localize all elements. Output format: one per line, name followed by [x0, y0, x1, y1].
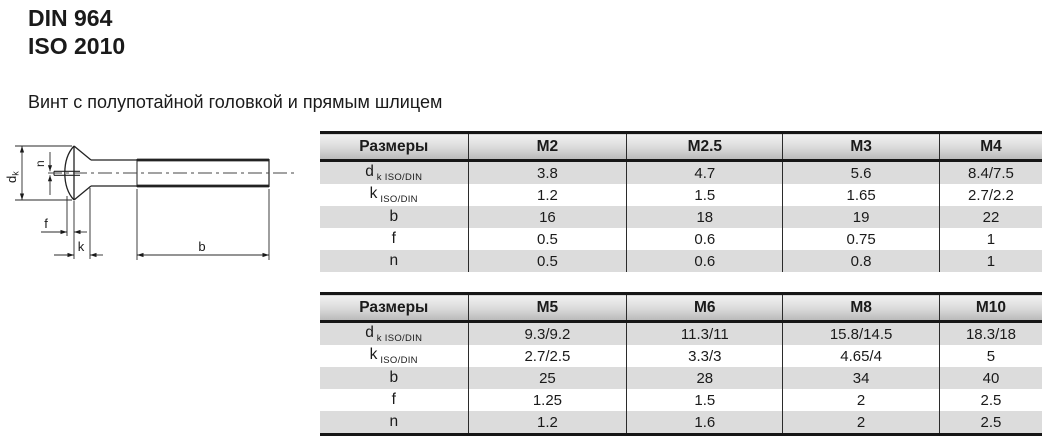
parameter-symbol: d	[365, 163, 374, 180]
parameter-subscript: ISO/DIN	[377, 355, 418, 366]
dimension-value-cell: 19	[783, 206, 940, 228]
table-header-cell: M10	[939, 294, 1042, 322]
dimension-value-cell: 0.6	[627, 228, 783, 250]
dimension-value-cell: 3.3/3	[627, 345, 783, 367]
dimension-value-cell: 2.7/2.2	[939, 184, 1042, 206]
parameter-label-cell	[320, 161, 468, 185]
table-header-cell: M3	[783, 133, 940, 161]
parameter-label-cell	[320, 389, 468, 411]
standard-din-title: DIN 964	[28, 5, 113, 31]
dimension-value-cell: 25	[468, 367, 627, 389]
table-row	[320, 345, 1042, 367]
dimension-value-cell: 18.3/18	[939, 322, 1042, 346]
dimension-value-cell: 1.65	[783, 184, 940, 206]
parameter-symbol: k	[369, 346, 378, 363]
dimension-arrows	[20, 146, 269, 257]
dimension-value-cell: 1.6	[627, 411, 783, 435]
parameter-symbol: k	[369, 185, 378, 202]
parameter-symbol: n	[389, 252, 399, 269]
parameter-subscript: k ISO/DIN	[373, 333, 423, 344]
standard-iso-title: ISO 2010	[28, 33, 126, 59]
parameter-label-cell	[320, 228, 468, 250]
table-row	[320, 322, 1042, 346]
parameter-symbol: n	[389, 413, 399, 430]
dim-label-n: n	[33, 160, 47, 167]
dimension-value-cell: 22	[939, 206, 1042, 228]
parameter-label-cell	[320, 345, 468, 367]
dimension-value-cell: 2	[783, 389, 940, 411]
dimension-value-cell: 1.2	[468, 411, 627, 435]
parameter-subscript: k ISO/DIN	[373, 172, 423, 183]
dimension-value-cell: 0.5	[468, 250, 627, 272]
table-row	[320, 250, 1042, 272]
parameter-subscript: ISO/DIN	[377, 194, 418, 205]
table-row	[320, 411, 1042, 435]
parameter-symbol: f	[391, 391, 396, 408]
parameter-label-cell	[320, 322, 468, 346]
dimension-table-small-sizes	[320, 131, 1042, 272]
dimension-value-cell: 34	[783, 367, 940, 389]
table-row	[320, 389, 1042, 411]
dimension-value-cell: 2.5	[939, 411, 1042, 435]
dimension-value-cell: 15.8/14.5	[783, 322, 940, 346]
dimension-value-cell: 5.6	[783, 161, 940, 185]
dimension-value-cell: 1.5	[627, 389, 783, 411]
table-row	[320, 367, 1042, 389]
parameter-symbol: b	[389, 208, 399, 225]
dimension-value-cell: 9.3/9.2	[468, 322, 627, 346]
dimension-value-cell: 1.5	[627, 184, 783, 206]
dimension-lines	[15, 146, 269, 260]
table-header-cell: M6	[627, 294, 783, 322]
dimension-value-cell: 40	[939, 367, 1042, 389]
table-row	[320, 206, 1042, 228]
dim-label-f: f	[44, 216, 48, 231]
table-row	[320, 161, 1042, 185]
dimension-value-cell: 0.5	[468, 228, 627, 250]
dimension-value-cell: 1	[939, 228, 1042, 250]
dim-label-b: b	[198, 239, 206, 254]
dimension-value-cell: 3.8	[468, 161, 627, 185]
dimension-value-cell: 18	[627, 206, 783, 228]
dimension-value-cell: 0.8	[783, 250, 940, 272]
parameter-label-cell	[320, 411, 468, 435]
dimension-labels	[4, 160, 206, 254]
table-header-cell: M5	[468, 294, 627, 322]
screw-drawing-svg	[2, 133, 304, 275]
table-header-cell: M8	[783, 294, 940, 322]
dimension-value-cell: 4.65/4	[783, 345, 940, 367]
dimension-value-cell: 1.2	[468, 184, 627, 206]
table-header-cell: M4	[939, 133, 1042, 161]
table-header-row	[320, 294, 1042, 322]
parameter-label-cell	[320, 206, 468, 228]
dimension-value-cell: 8.4/7.5	[939, 161, 1042, 185]
dimension-value-cell: 0.75	[783, 228, 940, 250]
dimension-value-cell: 1.25	[468, 389, 627, 411]
table-header-cell: M2.5	[627, 133, 783, 161]
dimension-value-cell: 5	[939, 345, 1042, 367]
table-header-cell: Размеры	[320, 133, 468, 161]
table-row	[320, 228, 1042, 250]
dimension-value-cell: 2.5	[939, 389, 1042, 411]
dimension-value-cell: 2.7/2.5	[468, 345, 627, 367]
parameter-symbol: d	[365, 324, 374, 341]
table-header-cell: M2	[468, 133, 627, 161]
parameter-symbol: f	[391, 230, 396, 247]
dimension-value-cell: 0.6	[627, 250, 783, 272]
screw-description: Винт с полупотайной головкой и прямым шлицем	[28, 92, 443, 112]
table-row	[320, 184, 1042, 206]
dimension-value-cell: 2	[783, 411, 940, 435]
table-header-row	[320, 133, 1042, 161]
dimension-value-cell: 1	[939, 250, 1042, 272]
dimension-table-large-sizes	[320, 292, 1042, 436]
screw-technical-drawing	[2, 133, 304, 275]
dimension-value-cell: 11.3/11	[627, 322, 783, 346]
parameter-label-cell	[320, 367, 468, 389]
dimension-value-cell: 4.7	[627, 161, 783, 185]
dimension-value-cell: 16	[468, 206, 627, 228]
table-header-cell: Размеры	[320, 294, 468, 322]
parameter-symbol: b	[389, 369, 399, 386]
parameter-label-cell	[320, 250, 468, 272]
dim-label-dk: dk	[4, 171, 21, 183]
parameter-label-cell	[320, 184, 468, 206]
dim-label-k: k	[77, 239, 85, 254]
dimension-value-cell: 28	[627, 367, 783, 389]
